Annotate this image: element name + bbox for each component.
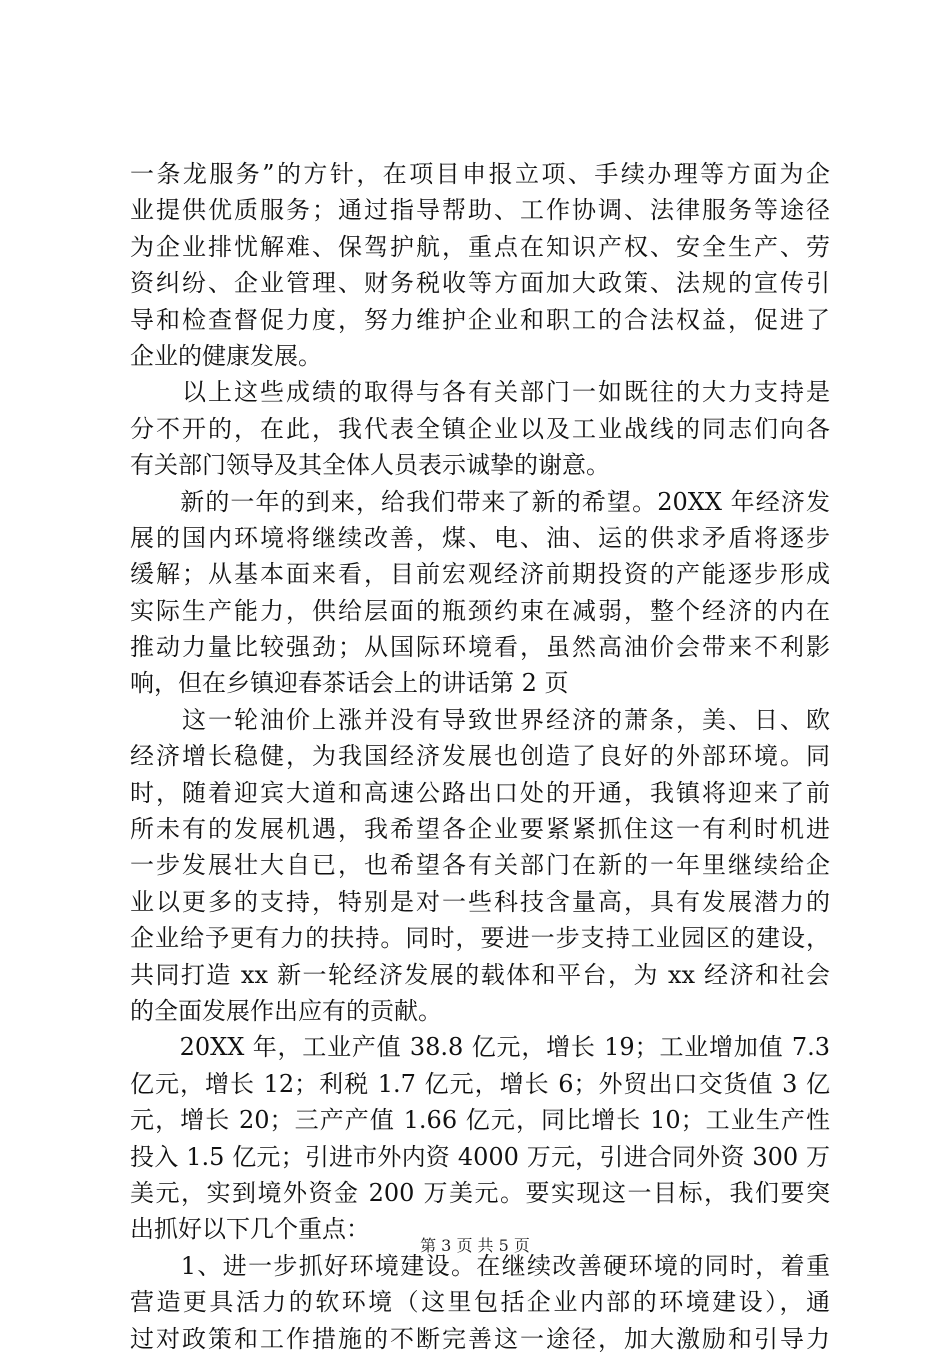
text-line: 美元，实到境外资金 200 万美元。要实现这一目标，我们要突 xyxy=(130,1178,830,1207)
text-line: 企业给予更有力的扶持。同时，要进一步支持工业园区的建设， xyxy=(130,924,830,953)
text-line: 元，增长 20；三产产值 1.66 亿元，同比增长 10；工业生产性 xyxy=(130,1106,830,1135)
text-line: 共同打造 xx 新一轮经济发展的载体和平台，为 xx 经济和社会 xyxy=(130,960,830,989)
text-line: 投入 1.5 亿元；引进市外内资 4000 万元，引进合同外资 300 万 xyxy=(130,1142,830,1171)
text-line: 出抓好以下几个重点： xyxy=(130,1215,370,1244)
text-line: 新的一年的到来，给我们带来了新的希望。20XX 年经济发 xyxy=(130,487,830,516)
text-line: 响，但在乡镇迎春茶话会上的讲话第 2 页 xyxy=(130,669,569,698)
text-line: 这一轮油价上涨并没有导致世界经济的萧条，美、日、欧 xyxy=(130,705,830,734)
text-line: 的全面发展作出应有的贡献。 xyxy=(130,996,442,1025)
text-line: 导和检查督促力度，努力维护企业和职工的合法权益，促进了 xyxy=(130,305,830,334)
text-line: 推动力量比较强劲；从国际环境看，虽然高油价会带来不利影 xyxy=(130,633,830,662)
text-line: 营造更具活力的软环境（这里包括企业内部的环境建设），通 xyxy=(130,1288,830,1317)
text-line: 为企业排忧解难、保驾护航，重点在知识产权、安全生产、劳 xyxy=(130,232,830,261)
text-line: 亿元，增长 12；利税 1.7 亿元，增长 6；外贸出口交货值 3 亿 xyxy=(130,1069,830,1098)
text-line: 经济增长稳健，为我国经济发展也创造了良好的外部环境。同 xyxy=(130,742,830,771)
text-line: 业提供优质服务；通过指导帮助、工作协调、法律服务等途径 xyxy=(130,196,830,225)
text-line: 一条龙服务”的方针，在项目申报立项、手续办理等方面为企 xyxy=(130,160,830,188)
text-line: 时，随着迎宾大道和高速公路出口处的开通，我镇将迎来了前 xyxy=(130,778,830,807)
text-line: 分不开的，在此，我代表全镇企业以及工业战线的同志们向各 xyxy=(130,414,830,443)
text-line: 缓解；从基本面来看，目前宏观经济前期投资的产能逐步形成 xyxy=(130,560,830,589)
text-line: 过对政策和工作措施的不断完善这一途径，加大激励和引导力 xyxy=(130,1324,830,1353)
text-line: 资纠纷、企业管理、财务税收等方面加大政策、法规的宣传引 xyxy=(130,269,830,298)
page-footer: 第 3 页 共 5 页 xyxy=(420,1236,530,1255)
text-line: 以上这些成绩的取得与各有关部门一如既往的大力支持是 xyxy=(130,378,830,407)
text-line: 企业的健康发展。 xyxy=(130,341,322,370)
text-line: 实际生产能力，供给层面的瓶颈约束在减弱，整个经济的内在 xyxy=(130,596,830,625)
text-line: 业以更多的支持，特别是对一些科技含量高，具有发展潜力的 xyxy=(130,887,830,916)
text-line: 有关部门领导及其全体人员表示诚挚的谢意。 xyxy=(130,451,610,480)
document-body xyxy=(130,156,830,1357)
text-line: 20XX 年，工业产值 38.8 亿元，增长 19；工业增加值 7.3 xyxy=(130,1033,830,1062)
text-line: 展的国内环境将继续改善，煤、电、油、运的供求矛盾将逐步 xyxy=(130,523,830,552)
text-line: 一步发展壮大自已，也希望各有关部门在新的一年里继续给企 xyxy=(130,851,830,880)
text-line: 所未有的发展机遇，我希望各企业要紧紧抓住这一有利时机进 xyxy=(130,815,830,844)
text-line: 1、进一步抓好环境建设。在继续改善硬环境的同时，着重 xyxy=(130,1251,830,1280)
